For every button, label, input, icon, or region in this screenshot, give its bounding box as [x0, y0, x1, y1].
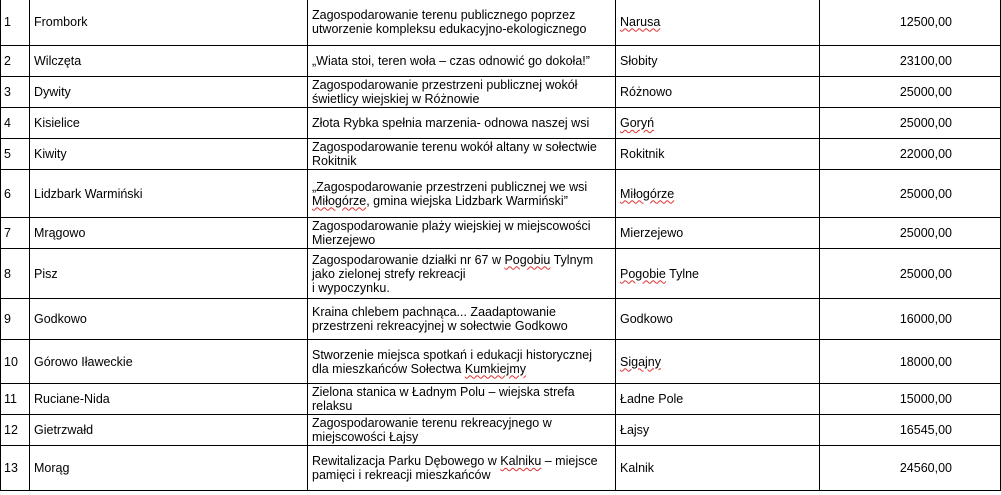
- village-cell: Miłogórze: [616, 170, 820, 218]
- project-title-cell: Zielona stanica w Ładnym Polu – wiejska strefa relaksu: [308, 384, 616, 415]
- table-row: [1, 0, 1001, 46]
- table-row: [1, 299, 1001, 340]
- table-row: [1, 415, 1001, 446]
- village-cell: Różnowo: [616, 77, 820, 108]
- amount-cell: 25000,00: [820, 249, 1001, 299]
- project-title-cell: „Zagospodarowanie przestrzeni publicznej we wsi Miłogórze, gmina wiejska Lidzbark Warmiński”: [308, 170, 616, 218]
- row-number: 6: [1, 170, 30, 218]
- gmina-cell: Morąg: [30, 446, 308, 491]
- gmina-cell: Górowo Iławeckie: [30, 340, 308, 384]
- table-row: [1, 108, 1001, 139]
- project-title-cell: Zagospodarowanie plaży wiejskiej w miejscowości Mierzejewo: [308, 218, 616, 249]
- village-cell: Mierzejewo: [616, 218, 820, 249]
- project-title-cell: Zagospodarowanie terenu publicznego poprzez utworzenie kompleksu edukacyjno-ekologicznego: [308, 0, 616, 46]
- amount-cell: 15000,00: [820, 384, 1001, 415]
- row-number: 9: [1, 299, 30, 340]
- village-cell: Goryń: [616, 108, 820, 139]
- gmina-cell: Ruciane-Nida: [30, 384, 308, 415]
- village-cell: Godkowo: [616, 299, 820, 340]
- amount-cell: 22000,00: [820, 139, 1001, 170]
- gmina-cell: Godkowo: [30, 299, 308, 340]
- amount-cell: 24560,00: [820, 446, 1001, 491]
- project-title-line: i wypoczynku.: [312, 280, 390, 295]
- row-number: 2: [1, 46, 30, 77]
- amount-cell: 16545,00: [820, 415, 1001, 446]
- row-number: 11: [1, 384, 30, 415]
- gmina-cell: Wilczęta: [30, 46, 308, 77]
- project-title-cell: Zagospodarowanie terenu rekreacyjnego w miejscowości Łajsy: [308, 415, 616, 446]
- project-title-cell: Zagospodarowanie przestrzeni publicznej wokół świetlicy wiejskiej w Różnowie: [308, 77, 616, 108]
- gmina-cell: Lidzbark Warmiński: [30, 170, 308, 218]
- table-row: [1, 249, 1001, 299]
- amount-cell: 25000,00: [820, 108, 1001, 139]
- amount-cell: 18000,00: [820, 340, 1001, 384]
- table-row: [1, 384, 1001, 415]
- row-number: 12: [1, 415, 30, 446]
- village-cell: Ładne Pole: [616, 384, 820, 415]
- project-title-cell: Stworzenie miejsca spotkań i edukacji historycznej dla mieszkańców Sołectwa Kumkiejmy: [308, 340, 616, 384]
- table-body: [1, 0, 1001, 491]
- project-title-cell: „Wiata stoi, teren woła – czas odnowić go dokoła!”: [308, 46, 616, 77]
- gmina-cell: Frombork: [30, 0, 308, 46]
- gmina-cell: Kiwity: [30, 139, 308, 170]
- project-title-line: Zagospodarowanie działki nr 67 w Pogobiu Tylnym: [312, 252, 594, 267]
- amount-cell: 25000,00: [820, 218, 1001, 249]
- village-cell: Pogobie Tylne: [616, 249, 820, 299]
- project-title-cell: [308, 249, 616, 299]
- table-row: [1, 139, 1001, 170]
- village-cell: Rokitnik: [616, 139, 820, 170]
- row-number: 8: [1, 249, 30, 299]
- project-title-cell: Kraina chlebem pachnąca... Zaadaptowanie przestrzeni rekreacyjnej w sołectwie Godkowo: [308, 299, 616, 340]
- village-cell: Narusa: [616, 0, 820, 46]
- village-cell: Słobity: [616, 46, 820, 77]
- row-number: 5: [1, 139, 30, 170]
- amount-cell: 25000,00: [820, 170, 1001, 218]
- table-row: [1, 218, 1001, 249]
- amount-cell: 23100,00: [820, 46, 1001, 77]
- table-row: [1, 340, 1001, 384]
- project-title-cell: Rewitalizacja Parku Dębowego w Kalniku – miejsce pamięci i rekreacji mieszkańców: [308, 446, 616, 491]
- gmina-cell: Mrągowo: [30, 218, 308, 249]
- table-row: [1, 77, 1001, 108]
- row-number: 13: [1, 446, 30, 491]
- table-row: [1, 46, 1001, 77]
- amount-cell: 12500,00: [820, 0, 1001, 46]
- amount-cell: 16000,00: [820, 299, 1001, 340]
- row-number: 4: [1, 108, 30, 139]
- row-number: 3: [1, 77, 30, 108]
- table-row: [1, 170, 1001, 218]
- row-number: 7: [1, 218, 30, 249]
- village-cell: Sigajny: [616, 340, 820, 384]
- village-cell: Kalnik: [616, 446, 820, 491]
- gmina-cell: Pisz: [30, 249, 308, 299]
- amount-cell: 25000,00: [820, 77, 1001, 108]
- project-title-cell: Złota Rybka spełnia marzenia- odnowa naszej wsi: [308, 108, 616, 139]
- gmina-cell: Dywity: [30, 77, 308, 108]
- gmina-cell: Kisielice: [30, 108, 308, 139]
- village-cell: Łajsy: [616, 415, 820, 446]
- project-title-cell: Zagospodarowanie terenu wokół altany w sołectwie Rokitnik: [308, 139, 616, 170]
- project-title-line: jako zielonej strefy rekreacji: [312, 266, 466, 281]
- gmina-cell: Gietrzwałd: [30, 415, 308, 446]
- row-number: 1: [1, 0, 30, 46]
- row-number: 10: [1, 340, 30, 384]
- table-row: [1, 446, 1001, 491]
